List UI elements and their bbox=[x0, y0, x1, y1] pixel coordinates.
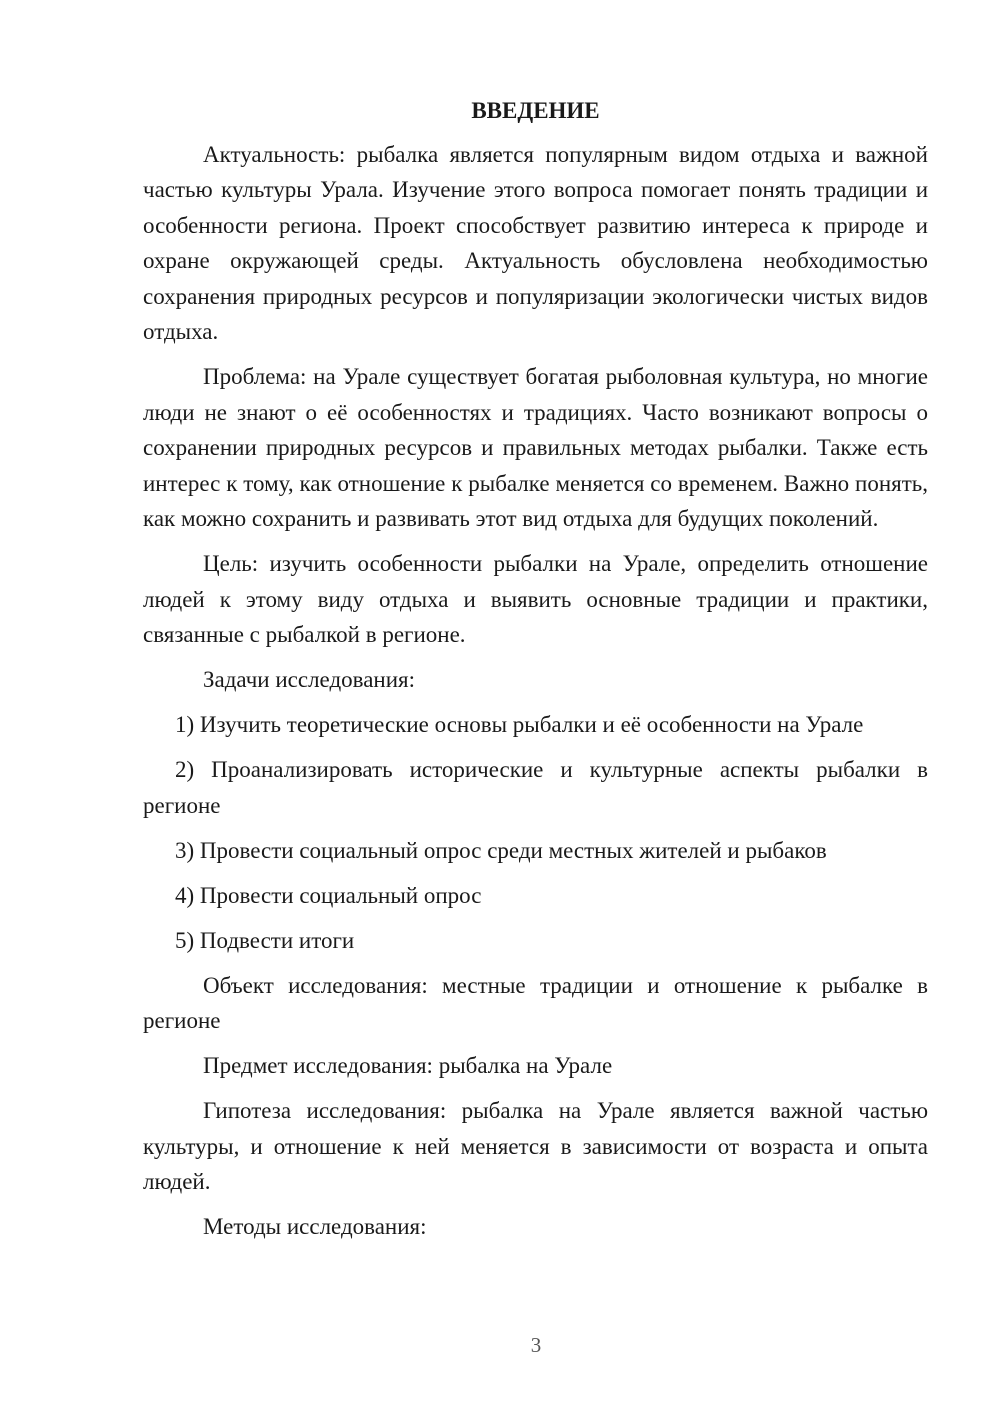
page-number: 3 bbox=[530, 1333, 542, 1357]
task-item-3: 3) Провести социальный опрос среди местных жителей и рыбаков bbox=[175, 837, 827, 863]
methods-heading: Методы исследования: bbox=[203, 1214, 427, 1239]
relevance-paragraph: Актуальность: рыбалка является популярным видом отдыха и важной частью культуры Урала. Изучение этого вопроса помогает понять традиции и особенности региона. Проект способствует развитию интереса к природе и охране окружающей среды. Актуальность обусловлена необходимостью сохранения природных ресурсов и популяризации экологически чистых видов отдыха. bbox=[143, 141, 928, 344]
object-paragraph: Объект исследования: местные традиции и отношение к рыбалке в регионе bbox=[143, 972, 928, 1033]
tasks-heading: Задачи исследования: bbox=[203, 667, 416, 692]
problem-paragraph: Проблема: на Урале существует богатая рыболовная культура, но многие люди не знают о её особенностях и традициях. Часто возникают вопросы о сохранении природных ресурсов и правильных методах рыбалки. Также есть интерес к тому, как отношение к рыбалке меняется со временем. Важно понять, как можно сохранить и развивать этот вид отдыха для будущих поколений. bbox=[143, 364, 928, 531]
task-item-4: 4) Провести социальный опрос bbox=[175, 882, 482, 908]
hypothesis-paragraph: Гипотеза исследования: рыбалка на Урале является важной частью культуры, и отношение к ней меняется в зависимости от возраста и опыта людей. bbox=[143, 1098, 928, 1194]
task-item-5: 5) Подвести итоги bbox=[175, 927, 355, 953]
section-title: ВВЕДЕНИЕ bbox=[471, 98, 600, 123]
subject-paragraph: Предмет исследования: рыбалка на Урале bbox=[203, 1053, 613, 1078]
task-item-2: 2) Проанализировать исторические и культурные аспекты рыбалки в регионе bbox=[143, 757, 928, 818]
goal-paragraph: Цель: изучить особенности рыбалки на Урале, определить отношение людей к этому виду отдыха и выявить основные традиции и практики, связанные с рыбалкой в регионе. bbox=[143, 551, 928, 647]
page-content bbox=[143, 93, 928, 1254]
task-item-1: 1) Изучить теоретические основы рыбалки и её особенности на Урале bbox=[175, 712, 864, 737]
